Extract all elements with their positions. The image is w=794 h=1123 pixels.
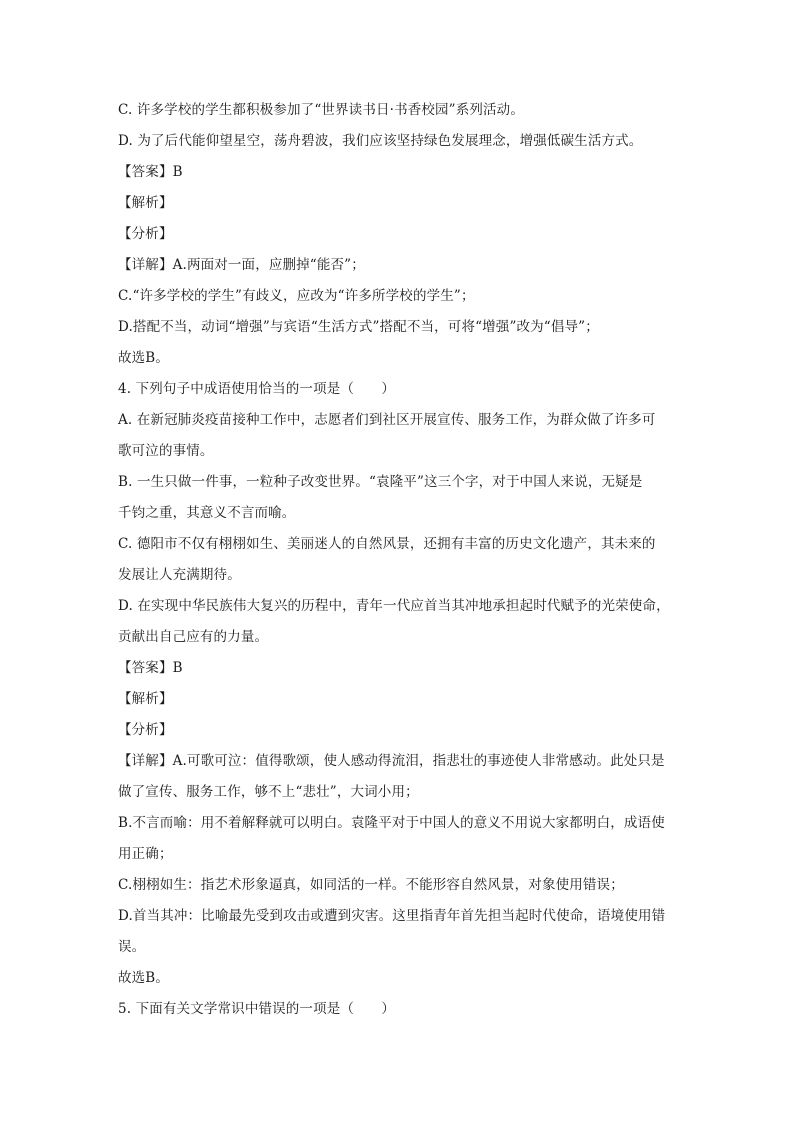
option-d-q3: D. 为了后代能仰望星空，荡舟碧波，我们应该坚持绿色发展理念，增强低碳生活方式。 <box>118 133 643 149</box>
analysis-heading-q3: 【解析】 <box>118 195 173 211</box>
question-5-stem: 5. 下面有关文学常识中错误的一项是（ ） <box>118 1001 395 1017</box>
analysis-heading-q4: 【解析】 <box>118 691 173 707</box>
conclusion-q4: 故选B。 <box>118 970 170 986</box>
conclusion-q3: 故选B。 <box>118 350 170 366</box>
explanation-a-q3: 【详解】A.两面对一面，应删掉“能否”； <box>118 257 365 273</box>
breakdown-heading-q4: 【分析】 <box>118 722 173 738</box>
option-c-q3: C. 许多学校的学生都积极参加了“世界读书日·书香校园”系列活动。 <box>118 102 524 118</box>
explanation-d-q4-line2: 误。 <box>118 939 146 955</box>
answer-label-q4: 【答案】B <box>118 660 183 676</box>
explanation-c-q4: C.栩栩如生：指艺术形象逼真，如同活的一样。不能形容自然风景，对象使用错误； <box>118 877 624 893</box>
option-c-q4-line1: C. 德阳市不仅有栩栩如生、美丽迷人的自然风景，还拥有丰富的历史文化遗产，其未来的 <box>118 536 656 552</box>
explanation-d-q3: D.搭配不当，动词“增强”与宾语“生活方式”搭配不当，可将“增强”改为“倡导”； <box>118 319 599 335</box>
explanation-b-q4-line1: B.不言而喻：用不着解释就可以明白。袁隆平对于中国人的意义不用说大家都明白，成语使 <box>118 815 665 831</box>
explanation-b-q4-line2: 用正确； <box>118 846 173 862</box>
option-c-q4-line2: 发展让人充满期待。 <box>118 567 241 583</box>
question-4-stem: 4. 下列句子中成语使用恰当的一项是（ ） <box>118 381 395 397</box>
option-d-q4-line2: 贡献出自己应有的力量。 <box>118 629 269 645</box>
document-page <box>118 102 678 1017</box>
explanation-a-q4-line2: 做了宣传、服务工作，够不上“悲壮”，大词小用； <box>118 784 419 800</box>
option-d-q4-line1: D. 在实现中华民族伟大复兴的历程中，青年一代应首当其冲地承担起时代赋予的光荣使命， <box>118 598 670 614</box>
option-a-q4-line1: A. 在新冠肺炎疫苗接种工作中，志愿者们到社区开展宣传、服务工作，为群众做了许多可 <box>118 412 656 428</box>
answer-label-q3: 【答案】B <box>118 164 183 180</box>
breakdown-heading-q3: 【分析】 <box>118 226 173 242</box>
explanation-d-q4-line1: D.首当其冲：比喻最先受到攻击或遭到灾害。这里指青年首先担当起时代使命，语境使用错 <box>118 908 666 924</box>
option-a-q4-line2: 歌可泣的事情。 <box>118 443 214 459</box>
explanation-c-q3: C.“许多学校的学生”有歧义，应改为“许多所学校的学生”； <box>118 288 475 304</box>
explanation-a-q4-line1: 【详解】A.可歌可泣：值得歌颂，使人感动得流泪，指悲壮的事迹使人非常感动。此处只是 <box>118 753 665 769</box>
option-b-q4-line1: B. 一生只做一件事，一粒种子改变世界。“袁隆平”这三个字，对于中国人来说，无疑是 <box>118 474 643 490</box>
option-b-q4-line2: 千钧之重，其意义不言而喻。 <box>118 505 296 521</box>
